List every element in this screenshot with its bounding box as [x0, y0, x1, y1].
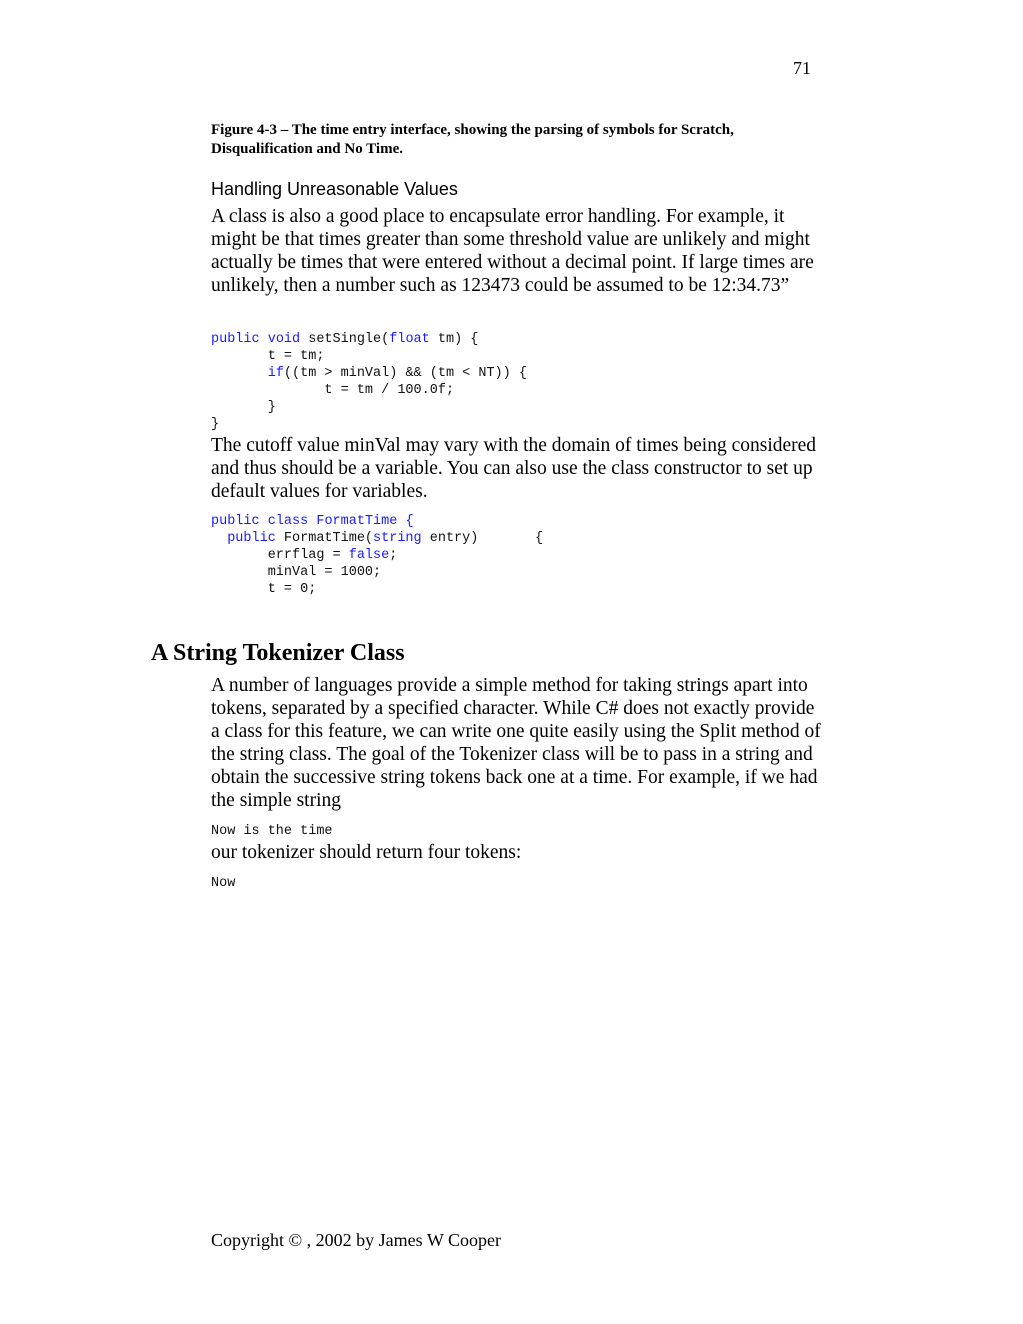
paragraph-error-handling: A class is also a good place to encapsulate error handling. For example, it might be that times greater than some threshold value are unlikely and might actually be times that were entered without a decimal point. If large times are unlikely, then a number such as 123473 could be assumed to be 12:34.73” — [211, 206, 814, 296]
code-text: setSingle( — [300, 332, 390, 347]
code-keyword: if — [267, 366, 284, 381]
section-heading: A String Tokenizer Class — [151, 640, 405, 666]
code-line: } — [211, 400, 276, 415]
code-keyword: public — [227, 531, 276, 546]
code-block-format-time — [211, 513, 543, 598]
code-sample-string: Now is the time — [211, 824, 333, 839]
code-keyword: class — [267, 514, 309, 529]
code-keyword: float — [389, 332, 430, 347]
code-block-set-single — [211, 331, 527, 433]
code-keyword: public — [211, 514, 260, 529]
copyright-footer: Copyright © , 2002 by James W Cooper — [211, 1230, 501, 1250]
code-text: ((tm > minVal) && (tm < NT)) { — [283, 366, 527, 381]
code-line: t = tm; — [211, 349, 325, 364]
code-keyword: false — [348, 548, 390, 563]
code-first-token: Now — [211, 876, 236, 891]
code-text: errflag = — [211, 548, 349, 563]
code-keyword: FormatTime { — [316, 514, 414, 529]
code-keyword: string — [373, 531, 422, 546]
code-line: t = 0; — [211, 582, 317, 597]
code-keyword: public — [211, 332, 260, 347]
code-text: entry) { — [421, 531, 544, 546]
code-text: ; — [389, 548, 398, 563]
code-line: } — [211, 417, 220, 432]
page-number: 71 — [793, 58, 811, 78]
figure-caption: Figure 4-3 – The time entry interface, showing the parsing of symbols for Scratch, Disqualification and No Time. — [211, 122, 734, 157]
paragraph-tokenizer-intro: A number of languages provide a simple method for taking strings apart into tokens, separated by a specified character. While C# does not exactly provide a class for this feature, we can write one quite easily using the Split method of the string class. The goal of the Tokenizer class will be to pass in a string and obtain the successive string tokens back one at a time. For example, if we had the simple string — [211, 675, 821, 811]
code-keyword: void — [267, 332, 301, 347]
code-line: minVal = 1000; — [211, 565, 382, 580]
code-text: FormatTime( — [275, 531, 374, 546]
code-line: t = tm / 100.0f; — [211, 383, 455, 398]
paragraph-cutoff-value: The cutoff value minVal may vary with the domain of times being considered and thus should be a variable. You can also use the class constructor to set up default values for variables. — [211, 435, 817, 502]
paragraph-four-tokens: our tokenizer should return four tokens: — [211, 842, 522, 863]
section-subheading: Handling Unreasonable Values — [211, 179, 458, 199]
code-text: tm) { — [429, 332, 479, 347]
